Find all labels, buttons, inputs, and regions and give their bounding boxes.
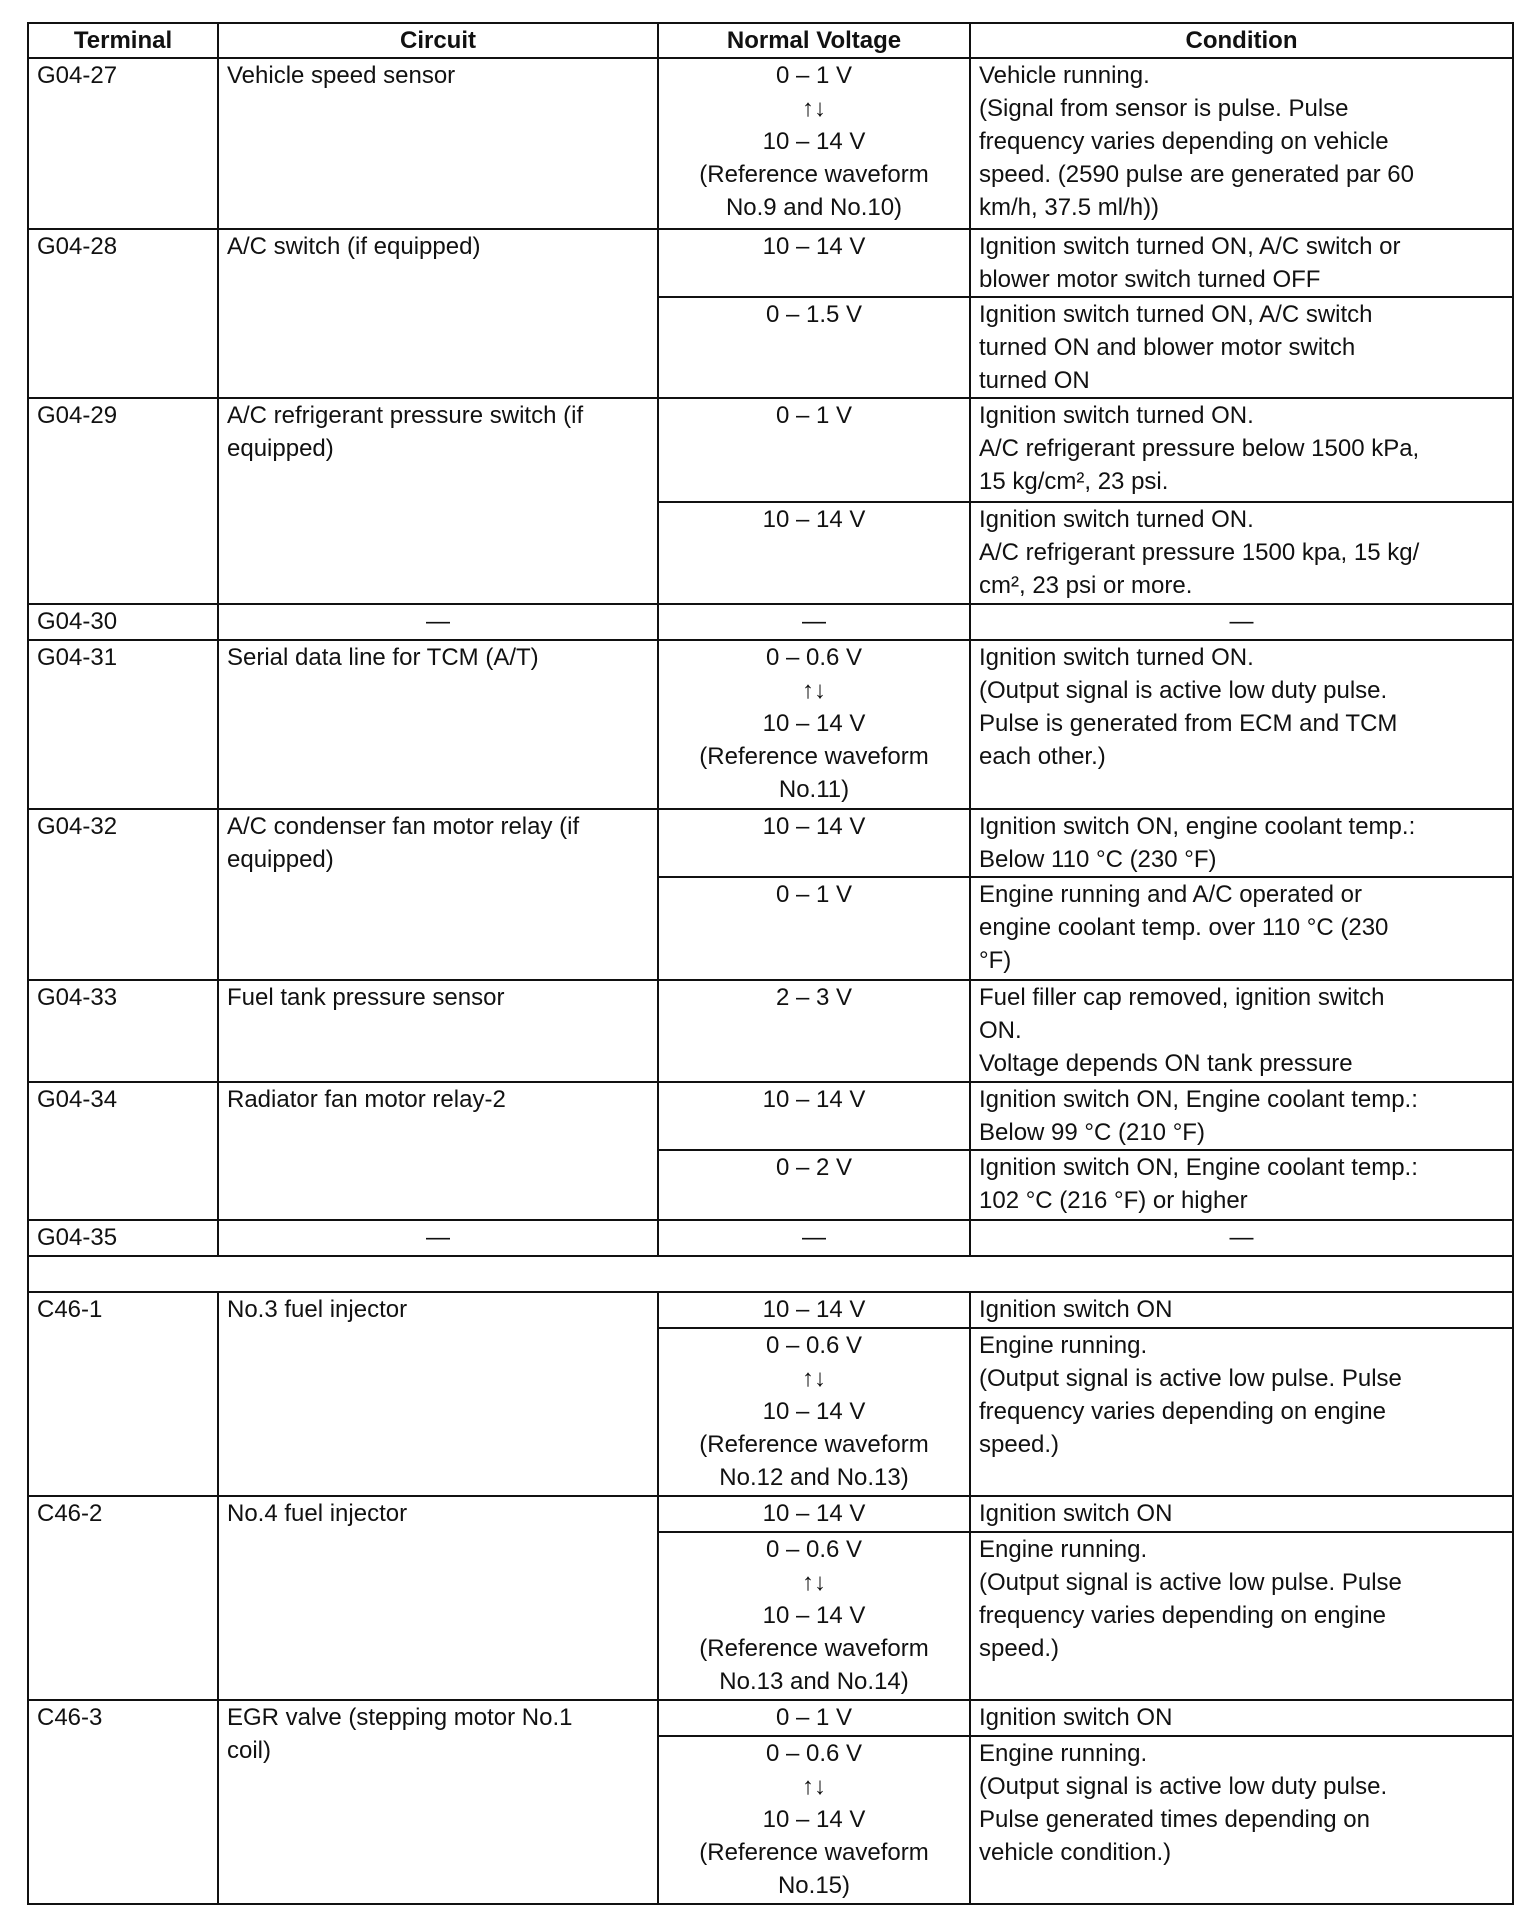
- voltage-cell: 0 – 2 V: [658, 1150, 970, 1220]
- circuit-cell: Vehicle speed sensor: [218, 58, 658, 229]
- circuit-cell: —: [218, 1220, 658, 1256]
- condition-cell: Ignition switch ON: [970, 1292, 1513, 1328]
- voltage-cell: —: [658, 604, 970, 640]
- terminal-cell: G04-28: [28, 229, 218, 398]
- voltage-cell: 0 – 1 V ↑↓ 10 – 14 V (Reference waveform No.9 and No.10): [658, 58, 970, 229]
- condition-cell: Engine running and A/C operated or engine coolant temp. over 110 °C (230 °F): [970, 877, 1513, 980]
- condition-cell: Engine running. (Output signal is active low pulse. Pulse frequency varies depending on engine speed.): [970, 1532, 1513, 1700]
- circuit-cell: No.3 fuel injector: [218, 1292, 658, 1496]
- circuit-cell: —: [218, 604, 658, 640]
- voltage-cell: —: [658, 1220, 970, 1256]
- terminal-cell: G04-33: [28, 980, 218, 1082]
- voltage-cell: 10 – 14 V: [658, 229, 970, 297]
- terminal-cell: G04-31: [28, 640, 218, 809]
- voltage-cell: 0 – 0.6 V ↑↓ 10 – 14 V (Reference waveform No.11): [658, 640, 970, 809]
- terminal-cell: C46-3: [28, 1700, 218, 1904]
- condition-cell: Ignition switch ON, Engine coolant temp.: 102 °C (216 °F) or higher: [970, 1150, 1513, 1220]
- header-row: [28, 23, 1513, 58]
- spacer-cell: [28, 1256, 1513, 1292]
- circuit-cell: A/C switch (if equipped): [218, 229, 658, 398]
- terminal-cell: G04-29: [28, 398, 218, 604]
- table-row: [28, 398, 1513, 502]
- terminal-cell: G04-27: [28, 58, 218, 229]
- table-row: [28, 58, 1513, 229]
- condition-cell: Ignition switch turned ON, A/C switch or blower motor switch turned OFF: [970, 229, 1513, 297]
- condition-cell: Ignition switch turned ON. A/C refrigerant pressure 1500 kpa, 15 kg/ cm², 23 psi or more.: [970, 502, 1513, 604]
- voltage-cell: 0 – 1 V: [658, 398, 970, 502]
- spacer-row: [28, 1256, 1513, 1292]
- terminal-cell: G04-35: [28, 1220, 218, 1256]
- condition-cell: Ignition switch turned ON. (Output signal is active low duty pulse. Pulse is generated from ECM and TCM each other.): [970, 640, 1513, 809]
- condition-cell: Ignition switch turned ON, A/C switch turned ON and blower motor switch turned ON: [970, 297, 1513, 398]
- circuit-cell: Serial data line for TCM (A/T): [218, 640, 658, 809]
- condition-cell: Ignition switch ON: [970, 1700, 1513, 1736]
- header-normal-voltage: Normal Voltage: [658, 23, 970, 58]
- header-condition: Condition: [970, 23, 1513, 58]
- header-terminal: Terminal: [28, 23, 218, 58]
- voltage-cell: 0 – 0.6 V ↑↓ 10 – 14 V (Reference waveform No.12 and No.13): [658, 1328, 970, 1496]
- voltage-cell: 10 – 14 V: [658, 809, 970, 877]
- circuit-cell: Fuel tank pressure sensor: [218, 980, 658, 1082]
- condition-cell: —: [970, 604, 1513, 640]
- condition-cell: Ignition switch ON: [970, 1496, 1513, 1532]
- circuit-cell: A/C condenser fan motor relay (if equipped): [218, 809, 658, 980]
- circuit-cell: Radiator fan motor relay-2: [218, 1082, 658, 1220]
- voltage-cell: 10 – 14 V: [658, 502, 970, 604]
- terminal-cell: G04-34: [28, 1082, 218, 1220]
- condition-cell: Ignition switch ON, Engine coolant temp.: Below 99 °C (210 °F): [970, 1082, 1513, 1150]
- table-row: [28, 1700, 1513, 1736]
- terminal-cell: C46-1: [28, 1292, 218, 1496]
- terminal-cell: G04-30: [28, 604, 218, 640]
- voltage-cell: 0 – 1 V: [658, 877, 970, 980]
- table-row: [28, 1082, 1513, 1150]
- circuit-cell: EGR valve (stepping motor No.1 coil): [218, 1700, 658, 1904]
- terminal-cell: C46-2: [28, 1496, 218, 1700]
- condition-cell: —: [970, 1220, 1513, 1256]
- table-row: [28, 604, 1513, 640]
- voltage-cell: 0 – 1.5 V: [658, 297, 970, 398]
- table-row: [28, 1292, 1513, 1328]
- table-row: [28, 1496, 1513, 1532]
- voltage-cell: 0 – 1 V: [658, 1700, 970, 1736]
- condition-cell: Vehicle running. (Signal from sensor is pulse. Pulse frequency varies depending on vehicle speed. (2590 pulse are generated par 60 km/h, 37.5 ml/h)): [970, 58, 1513, 229]
- table-row: [28, 980, 1513, 1082]
- voltage-cell: 10 – 14 V: [658, 1496, 970, 1532]
- condition-cell: Engine running. (Output signal is active low duty pulse. Pulse generated times depending on vehicle condition.): [970, 1736, 1513, 1904]
- circuit-cell: No.4 fuel injector: [218, 1496, 658, 1700]
- voltage-cell: 10 – 14 V: [658, 1292, 970, 1328]
- table-row: [28, 1220, 1513, 1256]
- condition-cell: Ignition switch ON, engine coolant temp.: Below 110 °C (230 °F): [970, 809, 1513, 877]
- voltage-cell: 0 – 0.6 V ↑↓ 10 – 14 V (Reference waveform No.13 and No.14): [658, 1532, 970, 1700]
- terminal-voltage-table: [27, 22, 1514, 1905]
- condition-cell: Fuel filler cap removed, ignition switch ON. Voltage depends ON tank pressure: [970, 980, 1513, 1082]
- condition-cell: Engine running. (Output signal is active low pulse. Pulse frequency varies depending on engine speed.): [970, 1328, 1513, 1496]
- table-row: [28, 809, 1513, 877]
- terminal-cell: G04-32: [28, 809, 218, 980]
- table-row: [28, 640, 1513, 809]
- table-row: [28, 229, 1513, 297]
- voltage-cell: 10 – 14 V: [658, 1082, 970, 1150]
- voltage-cell: 2 – 3 V: [658, 980, 970, 1082]
- header-circuit: Circuit: [218, 23, 658, 58]
- condition-cell: Ignition switch turned ON. A/C refrigerant pressure below 1500 kPa, 15 kg/cm², 23 psi.: [970, 398, 1513, 502]
- voltage-cell: 0 – 0.6 V ↑↓ 10 – 14 V (Reference waveform No.15): [658, 1736, 970, 1904]
- circuit-cell: A/C refrigerant pressure switch (if equipped): [218, 398, 658, 604]
